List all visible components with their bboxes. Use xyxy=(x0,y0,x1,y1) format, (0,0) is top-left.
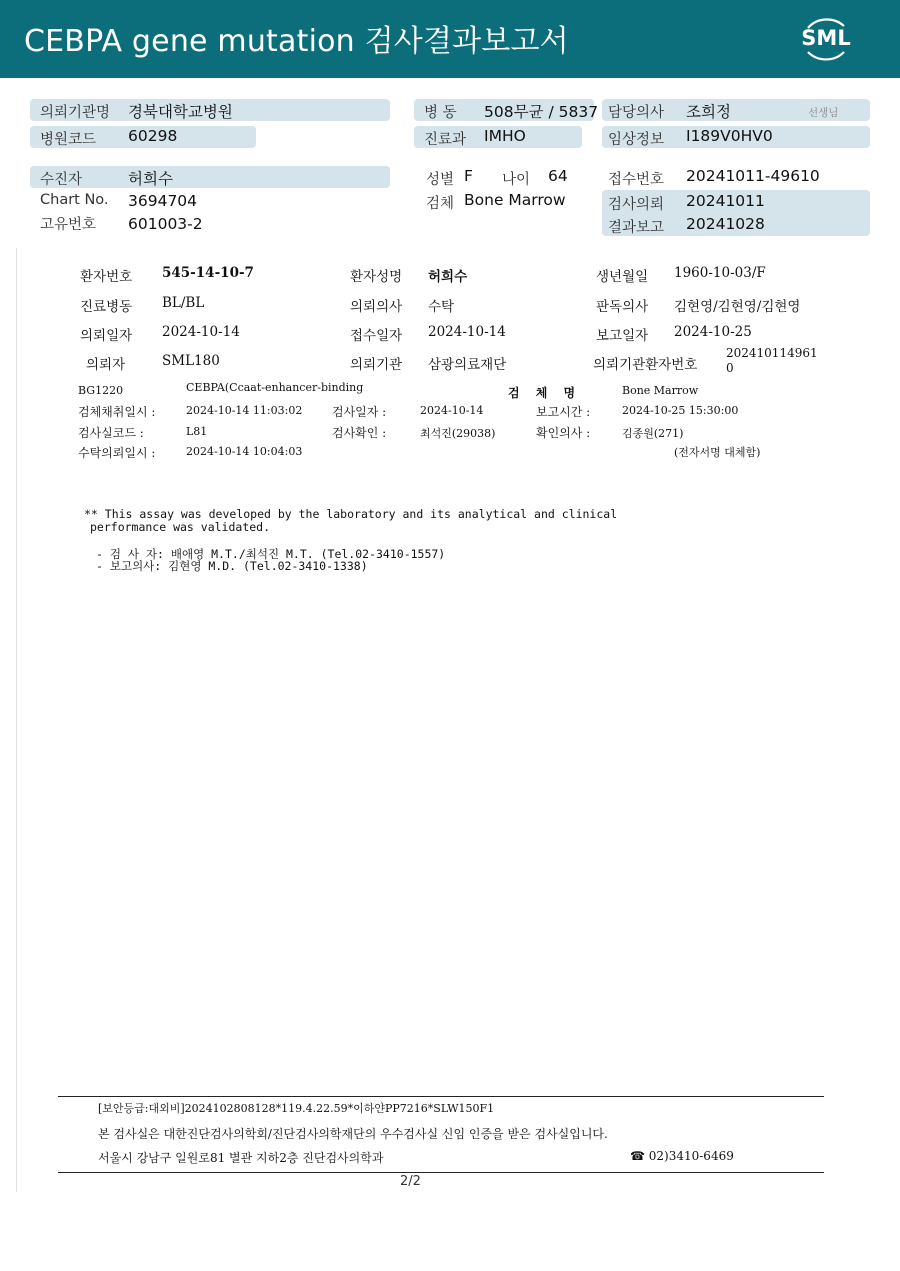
birth-value: 1960-10-03/F xyxy=(674,265,766,281)
inst-patient-no-value-1: 202410114961 xyxy=(726,346,818,360)
address-line: 서울시 강남구 일원로81 별관 지하2층 진단검사의학과 xyxy=(98,1151,384,1165)
age-value: 64 xyxy=(548,167,568,185)
req-day-value: 2024-10-14 xyxy=(162,324,240,340)
patient-no-value: 545-14-10-7 xyxy=(162,265,254,281)
ward-label: 병 동 xyxy=(424,105,457,121)
test-name: CEBPA(Ccaat-enhancer-binding xyxy=(186,381,364,394)
specimen-name-value: Bone Marrow xyxy=(622,384,699,397)
tester-line: - 검 사 자: 배애영 M.T./최석진 M.T. (Tel.02-3410-1557) xyxy=(96,547,446,561)
collect-value: 2024-10-14 11:03:02 xyxy=(186,404,303,417)
report-day-label: 보고일자 xyxy=(596,328,649,344)
patient-name-value: 허희수 xyxy=(428,269,468,285)
chart-label: Chart No. xyxy=(40,192,109,208)
clinical-value: I189V0HV0 xyxy=(686,127,773,145)
req-day-label: 의뢰일자 xyxy=(80,328,133,344)
chart-value: 3694704 xyxy=(128,192,198,210)
test-code: BG1220 xyxy=(78,384,124,397)
lab-code-value: L81 xyxy=(186,425,208,438)
req-date-label: 검사의뢰 xyxy=(608,197,665,213)
req-doctor-label: 의뢰의사 xyxy=(350,299,403,315)
uid-value: 601003-2 xyxy=(128,215,203,233)
age-label: 나이 xyxy=(502,172,531,188)
clinical-label: 임상정보 xyxy=(608,132,665,148)
ward2-label: 진료병동 xyxy=(80,299,133,315)
receipt-value: 20241011-49610 xyxy=(686,167,820,185)
logo-text: SML xyxy=(801,26,851,50)
patient-bar xyxy=(30,166,390,188)
patient-no-label: 환자번호 xyxy=(80,269,133,285)
doctor-suffix: 선생님 xyxy=(808,107,839,119)
request-time-value: 2024-10-14 10:04:03 xyxy=(186,445,303,458)
report-day-value: 2024-10-25 xyxy=(674,324,752,340)
assay-note-1: ** This assay was developed by the laboratory and its analytical and clinical xyxy=(84,507,618,521)
specimen-label: 검체 xyxy=(426,196,455,212)
req-doctor-value: 수탁 xyxy=(428,299,455,315)
specimen-value: Bone Marrow xyxy=(464,191,566,209)
requester-value: SML180 xyxy=(162,353,220,369)
uid-label: 고유번호 xyxy=(40,217,97,233)
receipt-day-value: 2024-10-14 xyxy=(428,324,506,340)
sex-label: 성별 xyxy=(426,172,455,188)
footer-bottom-rule xyxy=(58,1172,824,1173)
inst-patient-no-value-2: 0 xyxy=(726,361,734,375)
hosp-code-value: 60298 xyxy=(128,127,178,145)
req-inst-value: 삼광의료재단 xyxy=(428,357,507,373)
requester-label: 의뢰자 xyxy=(86,357,126,373)
reading-doctor-label: 판독의사 xyxy=(596,299,649,315)
page-number: 2/2 xyxy=(400,1174,421,1189)
footer-top-rule xyxy=(58,1096,824,1097)
collect-label: 검체채취일시 : xyxy=(78,405,156,419)
doctor-value: 조희정 xyxy=(686,103,731,121)
reporter-line: - 보고의사: 김현영 M.D. (Tel.02-3410-1338) xyxy=(96,559,368,573)
report-title: CEBPA gene mutation 검사결과보고서 xyxy=(24,24,569,59)
dept-label: 진료과 xyxy=(424,132,467,148)
test-date-label: 검사일자 : xyxy=(332,405,387,419)
certification-line: 본 검사실은 대한진단검사의학회/진단검사의학재단의 우수검사실 신임 인증을 받은 검사실입니다. xyxy=(98,1127,608,1141)
sex-value: F xyxy=(464,167,473,185)
lab-code-label: 검사실코드 : xyxy=(78,426,144,440)
report-date-label: 결과보고 xyxy=(608,220,665,236)
security-line: [보안등급:대외비]2024102808128*119.4.22.59*이하얀PP7216*SLW150F1 xyxy=(98,1102,495,1115)
birth-label: 생년월일 xyxy=(596,269,649,285)
dept-value: IMHO xyxy=(484,127,526,145)
report-left-border xyxy=(16,248,17,1192)
verify-value: 김종원(271) xyxy=(622,427,684,440)
specimen-name-label: 검 체 명 xyxy=(508,386,582,400)
verify-label: 확인의사 : xyxy=(536,426,591,440)
inst-patient-no-label: 의뢰기관환자번호 xyxy=(593,357,698,373)
report-time-value: 2024-10-25 15:30:00 xyxy=(622,404,739,417)
report-date-value: 20241028 xyxy=(686,215,765,233)
reading-doctor-value: 김현영/김현영/김현영 xyxy=(674,299,801,315)
esign-note: (전자서명 대체함) xyxy=(674,446,761,459)
patient-name-label: 환자성명 xyxy=(350,269,403,285)
report-time-label: 보고시간 : xyxy=(536,405,591,419)
req-org-value: 경북대학교병원 xyxy=(128,103,233,121)
req-date-value: 20241011 xyxy=(686,192,765,210)
req-org-label: 의뢰기관명 xyxy=(40,105,111,121)
confirm-value: 최석진(29038) xyxy=(420,427,496,440)
assay-note-2: performance was validated. xyxy=(90,520,271,534)
receipt-label: 접수번호 xyxy=(608,172,665,188)
ward2-value: BL/BL xyxy=(162,295,205,311)
request-time-label: 수탁의뢰일시 : xyxy=(78,446,156,460)
sml-logo xyxy=(796,12,856,66)
patient-value: 허희수 xyxy=(128,170,173,188)
header-banner xyxy=(0,0,900,78)
doctor-label: 담당의사 xyxy=(608,105,665,121)
req-inst-label: 의뢰기관 xyxy=(350,357,403,373)
patient-label: 수진자 xyxy=(40,172,83,188)
confirm-label: 검사확인 : xyxy=(332,426,387,440)
phone-line: ☎ 02)3410-6469 xyxy=(630,1149,734,1163)
ward-value: 508무균 / 5837 xyxy=(484,103,599,121)
test-date-value: 2024-10-14 xyxy=(420,404,484,417)
receipt-day-label: 접수일자 xyxy=(350,328,403,344)
hosp-code-label: 병원코드 xyxy=(40,132,97,148)
